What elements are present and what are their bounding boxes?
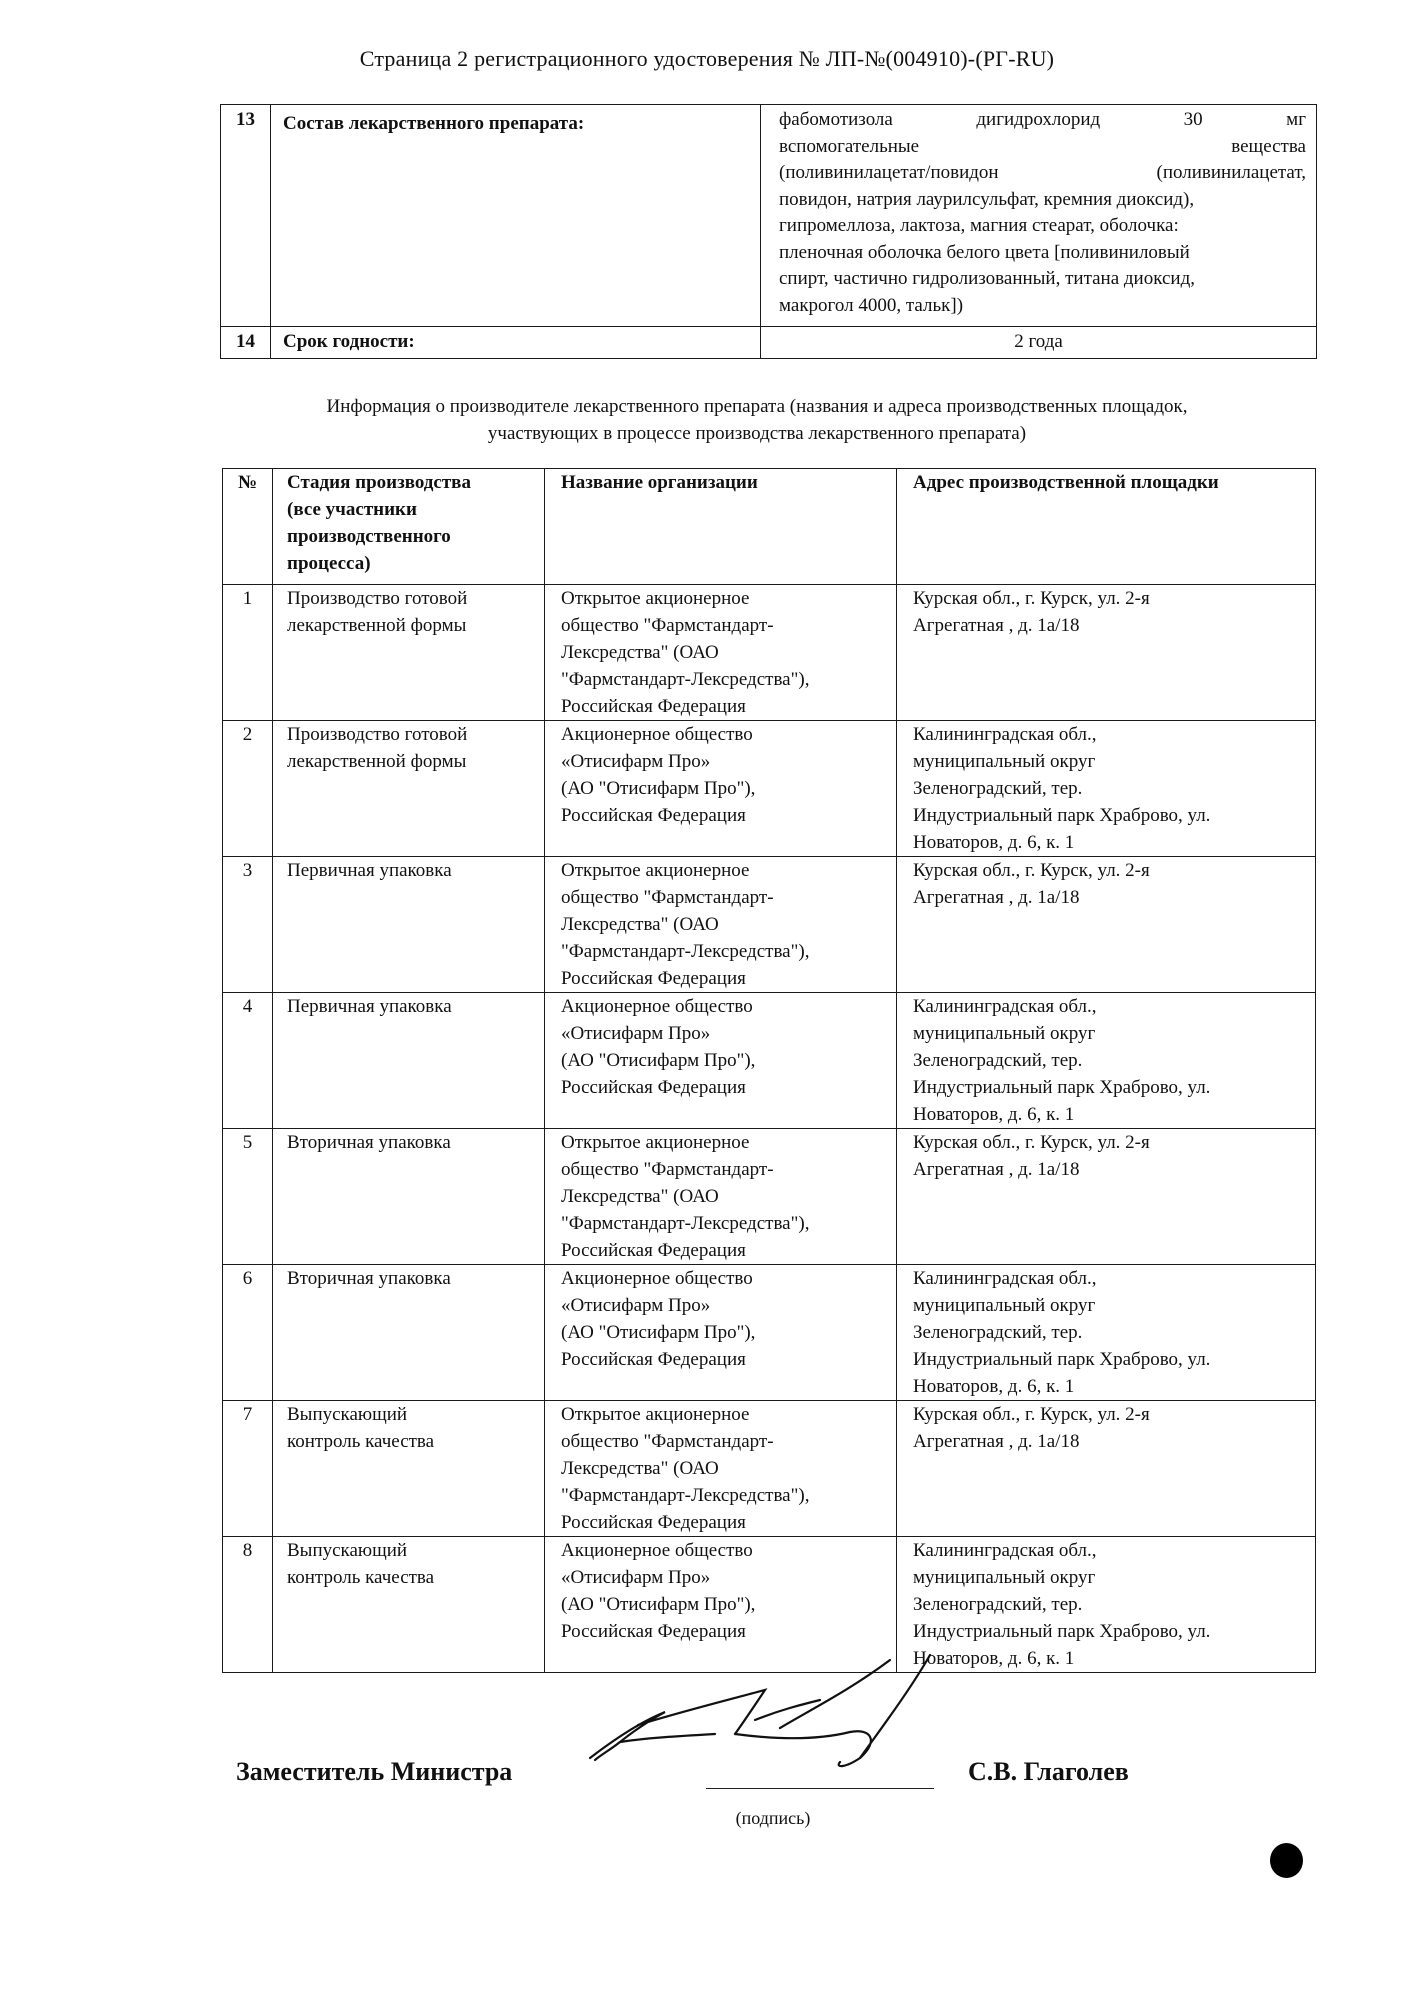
organization-cell-line: Акционерное общество xyxy=(561,996,753,1017)
stage-cell xyxy=(273,1265,545,1401)
composition-word: 30 xyxy=(1183,109,1203,130)
column-header-organization: Название организации xyxy=(545,469,897,585)
table-row xyxy=(223,1265,1316,1401)
stage-cell-line: Первичная упаковка xyxy=(287,860,452,881)
organization-cell-line: Акционерное общество xyxy=(561,724,753,745)
composition-word: вещества xyxy=(1231,135,1306,157)
row-number: 7 xyxy=(223,1401,273,1537)
address-cell-line: Агрегатная , д. 1а/18 xyxy=(913,615,1080,636)
address-cell-line: Индустриальный парк Храброво, ул. xyxy=(913,805,1211,826)
organization-cell-line: Российская Федерация xyxy=(561,968,746,989)
row-number: 2 xyxy=(223,721,273,857)
stage-cell-line: Производство готовой xyxy=(287,724,468,745)
table-row xyxy=(223,857,1316,993)
row-label-shelf-life: Срок годности: xyxy=(271,327,761,359)
intro-line: Информация о производителе лекарственного препарата (названия и адреса производственных площадок, xyxy=(326,396,1188,417)
scan-dot-mark xyxy=(1270,1843,1303,1878)
organization-cell-line: Открытое акционерное xyxy=(561,1132,750,1153)
table-row xyxy=(223,993,1316,1129)
address-cell-line: Калининградская обл., xyxy=(913,1268,1097,1289)
organization-cell-line: «Отисифарм Про» xyxy=(561,1023,711,1044)
stage-cell-line: Вторичная упаковка xyxy=(287,1268,451,1289)
organization-cell-line: «Отисифарм Про» xyxy=(561,1295,711,1316)
page-header-title: Страница 2 регистрационного удостоверения № ЛП-№(004910)-(РГ-RU) xyxy=(359,46,1055,71)
column-header-stage-line: процесса) xyxy=(287,553,371,574)
composition-word: пленочная оболочка белого цвета [поливиниловый xyxy=(779,241,1190,263)
table-row xyxy=(223,1129,1316,1265)
column-header-stage-line: производственного xyxy=(287,526,451,547)
composition-table xyxy=(220,104,1317,359)
organization-cell-line: (АО "Отисифарм Про"), xyxy=(561,1594,756,1615)
organization-cell-line: «Отисифарм Про» xyxy=(561,751,711,772)
organization-cell-line: Российская Федерация xyxy=(561,805,746,826)
address-cell-line: Зеленоградский, тер. xyxy=(913,1322,1083,1343)
stage-cell xyxy=(273,1537,545,1673)
organization-cell xyxy=(545,1129,897,1265)
signature-caption: (подпись) xyxy=(735,1808,811,1828)
composition-word: повидон, натрия лаурилсульфат, кремния диоксид), xyxy=(779,188,1195,210)
address-cell xyxy=(897,1129,1316,1265)
address-cell xyxy=(897,993,1316,1129)
stage-cell-line: Выпускающий xyxy=(287,1404,408,1425)
table-row xyxy=(223,585,1316,721)
address-cell-line: муниципальный округ xyxy=(913,1023,1096,1044)
organization-cell-line: Открытое акционерное xyxy=(561,588,750,609)
stage-cell-line: Вторичная упаковка xyxy=(287,1132,451,1153)
address-cell-line: Индустриальный парк Храброво, ул. xyxy=(913,1077,1211,1098)
table-row-shelf-life xyxy=(221,327,1317,359)
address-cell xyxy=(897,721,1316,857)
address-cell-line: Курская обл., г. Курск, ул. 2-я xyxy=(913,860,1150,881)
composition-line xyxy=(779,240,1306,267)
organization-cell-line: (АО "Отисифарм Про"), xyxy=(561,778,756,799)
organization-cell-line: Российская Федерация xyxy=(561,1077,746,1098)
table-row xyxy=(223,1401,1316,1537)
column-header-stage-line: (все участники xyxy=(287,499,417,520)
intro-line: участвующих в процессе производства лекарственного препарата) xyxy=(487,423,1027,444)
organization-cell-line: общество "Фармстандарт- xyxy=(561,1159,774,1180)
organization-cell xyxy=(545,1401,897,1537)
table-row xyxy=(223,721,1316,857)
address-cell-line: Агрегатная , д. 1а/18 xyxy=(913,1159,1080,1180)
organization-cell-line: «Отисифарм Про» xyxy=(561,1567,711,1588)
organization-cell-line: Акционерное общество xyxy=(561,1268,753,1289)
address-cell xyxy=(897,857,1316,993)
organization-cell xyxy=(545,1265,897,1401)
address-cell xyxy=(897,1401,1316,1537)
composition-word: гипромеллоза, лактоза, магния стеарат, оболочка: xyxy=(779,215,1179,236)
column-header-stage xyxy=(273,469,545,585)
address-cell-line: Курская обл., г. Курск, ул. 2-я xyxy=(913,1404,1150,1425)
organization-cell xyxy=(545,721,897,857)
stage-cell-line: Выпускающий xyxy=(287,1540,408,1561)
table-row-composition xyxy=(221,105,1317,327)
organization-cell-line: общество "Фармстандарт- xyxy=(561,615,774,636)
row-number: 6 xyxy=(223,1265,273,1401)
organization-cell xyxy=(545,585,897,721)
address-cell-line: муниципальный округ xyxy=(913,1567,1096,1588)
address-cell-line: Калининградская обл., xyxy=(913,996,1097,1017)
row-number: 13 xyxy=(221,105,271,327)
row-number: 4 xyxy=(223,993,273,1129)
address-cell-line: Зеленоградский, тер. xyxy=(913,1594,1083,1615)
composition-word: фабомотизола xyxy=(779,109,893,130)
organization-cell-line: "Фармстандарт-Лексредства"), xyxy=(561,1485,810,1506)
organization-cell-line: Российская Федерация xyxy=(561,1240,746,1261)
row-label-composition: Состав лекарственного препарата: xyxy=(271,105,761,327)
address-cell xyxy=(897,1265,1316,1401)
organization-cell-line: (АО "Отисифарм Про"), xyxy=(561,1050,756,1071)
organization-cell-line: "Фармстандарт-Лексредства"), xyxy=(561,669,810,690)
organization-cell-line: Российская Федерация xyxy=(561,1349,746,1370)
composition-word: спирт, частично гидролизованный, титана диоксид, xyxy=(779,268,1196,289)
organization-cell-line: Акционерное общество xyxy=(561,1540,753,1561)
row-number: 5 xyxy=(223,1129,273,1265)
address-cell-line: Индустриальный парк Храброво, ул. xyxy=(913,1621,1211,1642)
stage-cell xyxy=(273,585,545,721)
composition-word: вспомогательные xyxy=(779,135,920,157)
signer-position: Заместитель Министра xyxy=(236,1757,513,1786)
stage-cell-line: Производство готовой xyxy=(287,588,468,609)
stage-cell xyxy=(273,993,545,1129)
stage-cell xyxy=(273,721,545,857)
manufacturer-table xyxy=(222,468,1316,1673)
address-cell-line: Агрегатная , д. 1а/18 xyxy=(913,1431,1080,1452)
organization-cell xyxy=(545,857,897,993)
address-cell-line: Курская обл., г. Курск, ул. 2-я xyxy=(913,1132,1150,1153)
organization-cell-line: Лексредства" (ОАО xyxy=(561,1186,719,1207)
stage-cell xyxy=(273,1401,545,1537)
organization-cell-line: Лексредства" (ОАО xyxy=(561,642,719,663)
address-cell-line: муниципальный округ xyxy=(913,751,1096,772)
address-cell-line: Калининградская обл., xyxy=(913,1540,1097,1561)
organization-cell-line: общество "Фармстандарт- xyxy=(561,1431,774,1452)
address-cell-line: Новаторов, д. 6, к. 1 xyxy=(913,1104,1075,1125)
composition-word: дигидрохлорид xyxy=(976,109,1101,130)
row-number: 1 xyxy=(223,585,273,721)
composition-line xyxy=(779,187,1306,214)
table-header-row xyxy=(223,469,1316,585)
address-cell-line: Новаторов, д. 6, к. 1 xyxy=(913,832,1075,853)
composition-word: макрогол 4000, тальк]) xyxy=(779,294,964,316)
stage-cell-line: контроль качества xyxy=(287,1567,435,1588)
address-cell-line: муниципальный округ xyxy=(913,1295,1096,1316)
address-cell xyxy=(897,585,1316,721)
composition-line xyxy=(779,160,1306,187)
address-cell-line: Зеленоградский, тер. xyxy=(913,778,1083,799)
shelf-life-value: 2 года xyxy=(761,327,1317,359)
address-cell-line: Новаторов, д. 6, к. 1 xyxy=(913,1376,1075,1397)
manufacturer-info-intro xyxy=(200,393,1314,447)
composition-word: (поливинилацетат, xyxy=(1156,162,1306,183)
organization-cell xyxy=(545,993,897,1129)
stage-cell-line: лекарственной формы xyxy=(287,615,467,636)
address-cell-line: Агрегатная , д. 1а/18 xyxy=(913,887,1080,908)
organization-cell-line: общество "Фармстандарт- xyxy=(561,887,774,908)
composition-line xyxy=(779,266,1306,293)
organization-cell-line: "Фармстандарт-Лексредства"), xyxy=(561,1213,810,1234)
row-number: 3 xyxy=(223,857,273,993)
organization-cell-line: Российская Федерация xyxy=(561,1621,746,1642)
signer-name: С.В. Глаголев xyxy=(968,1757,1129,1786)
organization-cell-line: Российская Федерация xyxy=(561,696,746,717)
stage-cell-line: лекарственной формы xyxy=(287,751,467,772)
composition-word: (поливинилацетат/повидон xyxy=(779,162,999,183)
address-cell-line: Курская обл., г. Курск, ул. 2-я xyxy=(913,588,1150,609)
composition-line xyxy=(779,293,1306,320)
organization-cell-line: Лексредства" (ОАО xyxy=(561,1458,719,1479)
column-header-stage-line: Стадия производства xyxy=(287,472,471,493)
organization-cell-line: "Фармстандарт-Лексредства"), xyxy=(561,941,810,962)
organization-cell-line: (АО "Отисифарм Про"), xyxy=(561,1322,756,1343)
row-number: 14 xyxy=(221,327,271,359)
address-cell-line: Зеленоградский, тер. xyxy=(913,1050,1083,1071)
composition-line xyxy=(779,213,1306,240)
stage-cell xyxy=(273,1129,545,1265)
composition-line xyxy=(779,134,1306,161)
row-number: 8 xyxy=(223,1537,273,1673)
address-cell-line: Новаторов, д. 6, к. 1 xyxy=(913,1648,1075,1669)
address-cell-line: Индустриальный парк Храброво, ул. xyxy=(913,1349,1211,1370)
organization-cell-line: Открытое акционерное xyxy=(561,1404,750,1425)
stage-cell-line: контроль качества xyxy=(287,1431,435,1452)
signature-line xyxy=(706,1788,934,1789)
column-header-address: Адрес производственной площадки xyxy=(897,469,1316,585)
composition-word: мг xyxy=(1286,109,1306,130)
organization-cell-line: Открытое акционерное xyxy=(561,860,750,881)
stage-cell xyxy=(273,857,545,993)
organization-cell-line: Российская Федерация xyxy=(561,1512,746,1533)
stage-cell-line: Первичная упаковка xyxy=(287,996,452,1017)
address-cell-line: Калининградская обл., xyxy=(913,724,1097,745)
column-header-number: № xyxy=(223,469,273,585)
organization-cell-line: Лексредства" (ОАО xyxy=(561,914,719,935)
composition-line xyxy=(779,107,1306,134)
composition-value xyxy=(761,105,1317,327)
